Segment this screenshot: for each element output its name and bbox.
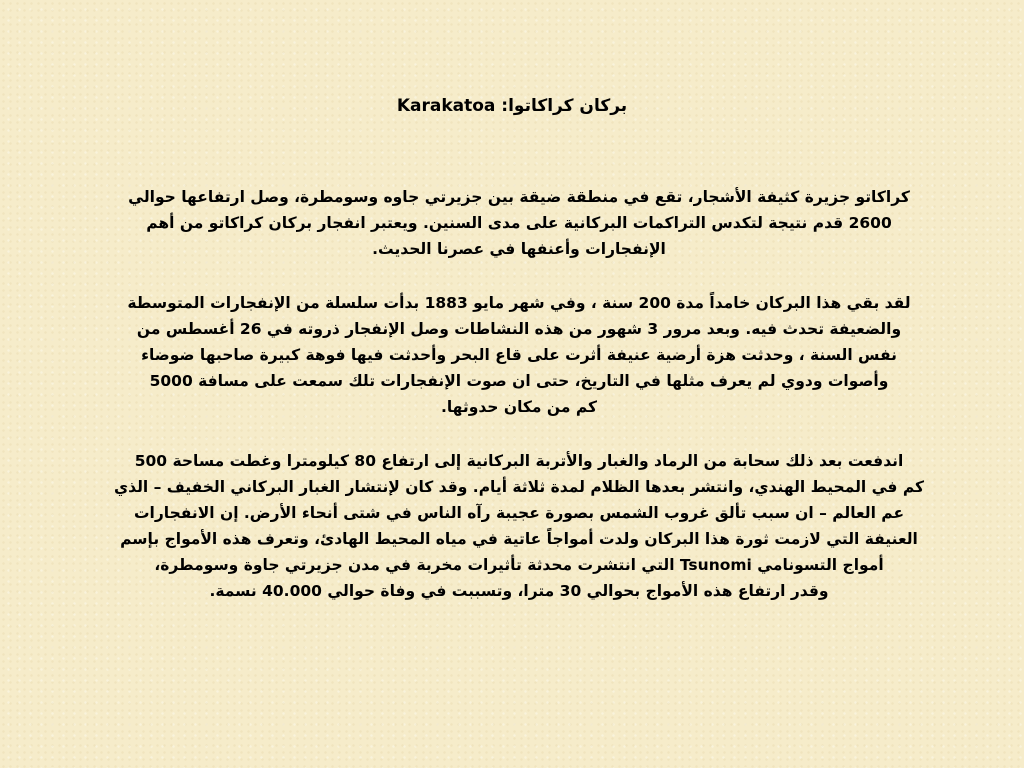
- paragraph-line: نفس السنة ، وحدثت هزة أرضية عنيفة أثرت على قاع البحر وأحدثت فيها فوهة كبيرة صاحبها ضوضاء: [141, 346, 897, 364]
- paragraph-line: عم العالم – ان سبب تألق غروب الشمس بصورة عجيبة رآه الناس في شتى أنحاء الأرض. إن الانفجارات: [133, 504, 905, 522]
- paragraph-line: أمواج التسونامي Tsunomi التي انتشرت محدثة تأثيرات مخربة في مدن جزيرتي جاوة وسومطرة،: [154, 556, 884, 574]
- paragraph-line: وقدر ارتفاع هذه الأمواج بحوالي 30 مترا، وتسببت في وفاة حوالي 40.000 نسمة.: [209, 582, 829, 600]
- paragraph-line: 2600 قدم نتيجة لتكدس التراكمات البركانية على مدى السنين. ويعتبر انفجار بركان كراكاتو من أهم: [146, 214, 892, 232]
- paragraph-line: الإنفجارات وأعنفها في عصرنا الحديث.: [372, 240, 666, 258]
- paragraph-line: والضعيفة تحدث فيه. وبعد مرور 3 شهور من هذه النشاطات وصل الإنفجار ذروته في 26 أغسطس من: [136, 320, 902, 338]
- paragraph-line: اندفعت بعد ذلك سحابة من الرماد والغبار والأتربة البركانية إلى ارتفاع 80 كيلومترا وغطت مساحة 500: [134, 452, 904, 470]
- paragraph-intro: [86, 184, 952, 262]
- paragraph-line: لقد بقي هذا البركان خامداً مدة 200 سنة ، وفي شهر مايو 1883 بدأت سلسلة من الإنفجارات المتوسطة: [127, 294, 911, 312]
- slide-title: بركان كراكاتوا: Karakatoa: [396, 96, 628, 116]
- paragraph-line: كم من مكان حدوثها.: [440, 398, 598, 416]
- paragraph-eruption: [86, 290, 952, 420]
- slide-body: [86, 184, 952, 632]
- paragraph-line: وأصوات ودوي لم يعرف مثلها في التاريخ، حتى ان صوت الإنفجارات تلك سمعت على مسافة 5000: [149, 372, 889, 390]
- paragraph-line: كراكاتو جزيرة كثيفة الأشجار، تقع في منطقة ضيقة بين جزيرتي جاوه وسومطرة، وصل ارتفاعها حوالي: [128, 188, 910, 206]
- paragraph-line: العنيفة التي لازمت ثورة هذا البركان ولدت أمواجاً عاتية في مياه المحيط الهادئ، وتعرف هذه الأمواج بإسم: [120, 530, 918, 548]
- paragraph-aftermath: [86, 448, 952, 604]
- paragraph-line: كم في المحيط الهندي، وانتشر بعدها الظلام لمدة ثلاثة أيام. وقد كان لإنتشار الغبار البركاني الخفيف – الذي: [113, 478, 925, 496]
